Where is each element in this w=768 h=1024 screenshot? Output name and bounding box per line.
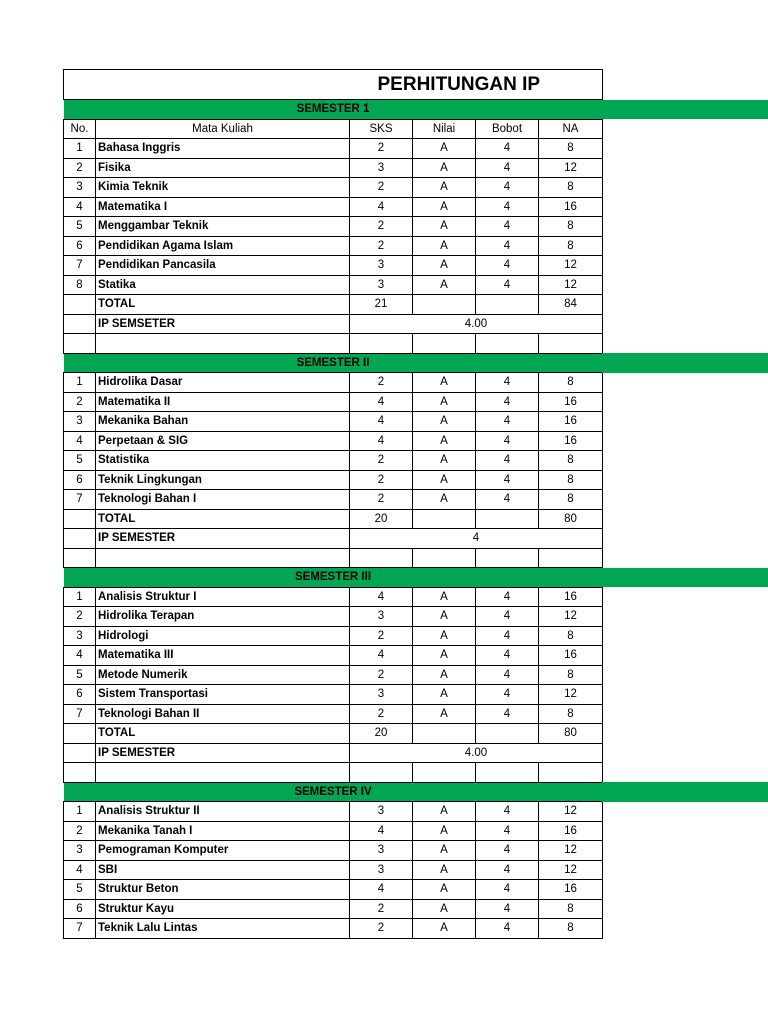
total-sks[interactable]: 20 [350,509,413,529]
course-name[interactable]: Pemograman Komputer [96,841,350,861]
course-row [64,646,603,666]
course-na[interactable]: 8 [539,899,603,919]
course-grade[interactable]: A [413,236,476,256]
course-sks[interactable]: 3 [350,607,413,627]
ip-calculation-table [63,69,603,939]
course-sks[interactable]: 4 [350,431,413,451]
course-grade[interactable]: A [413,899,476,919]
course-na[interactable]: 8 [539,217,603,237]
course-sks[interactable]: 4 [350,197,413,217]
course-row [64,256,603,276]
course-sks[interactable]: 2 [350,626,413,646]
total-empty-cell[interactable] [64,295,96,315]
course-sks[interactable]: 2 [350,899,413,919]
course-name[interactable]: SBI [96,860,350,880]
course-name[interactable]: Pendidikan Pancasila [96,256,350,276]
course-name[interactable]: Teknologi Bahan I [96,490,350,510]
course-sks[interactable]: 2 [350,704,413,724]
course-na[interactable]: 8 [539,704,603,724]
course-na[interactable]: 8 [539,139,603,159]
course-na[interactable]: 8 [539,665,603,685]
course-name[interactable]: Teknologi Bahan II [96,704,350,724]
course-sks[interactable]: 4 [350,412,413,432]
course-row [64,899,603,919]
course-grade[interactable]: A [413,275,476,295]
course-grade[interactable]: A [413,256,476,276]
blank-row [64,763,603,783]
course-weight[interactable]: 4 [476,841,539,861]
course-row [64,821,603,841]
semester-bar-extension [602,100,768,120]
course-grade[interactable]: A [413,373,476,393]
blank-cell[interactable] [350,334,413,354]
blank-cell[interactable] [539,548,603,568]
total-label[interactable]: TOTAL [96,724,350,744]
course-sks[interactable]: 4 [350,646,413,666]
course-grade[interactable]: A [413,841,476,861]
course-name[interactable]: Hidrolika Dasar [96,373,350,393]
course-row [64,217,603,237]
total-empty-cell[interactable] [64,509,96,529]
course-sks[interactable]: 2 [350,217,413,237]
course-row [64,919,603,939]
total-empty-cell[interactable] [413,295,476,315]
course-sks[interactable]: 3 [350,158,413,178]
total-empty-cell[interactable] [413,724,476,744]
course-no[interactable]: 3 [64,626,96,646]
total-row [64,509,603,529]
course-name[interactable]: Analisis Struktur I [96,587,350,607]
semester-header-row [64,100,603,120]
ip-row [64,743,603,763]
course-weight[interactable]: 4 [476,197,539,217]
course-weight[interactable]: 4 [476,392,539,412]
total-label[interactable]: TOTAL [96,295,350,315]
course-no[interactable]: 5 [64,451,96,471]
course-name[interactable]: Mekanika Tanah I [96,821,350,841]
blank-cell[interactable] [96,763,350,783]
course-no[interactable]: 3 [64,841,96,861]
course-name[interactable]: Statistika [96,451,350,471]
course-sks[interactable]: 2 [350,236,413,256]
course-grade[interactable]: A [413,139,476,159]
blank-cell[interactable] [539,763,603,783]
course-weight[interactable]: 4 [476,451,539,471]
course-grade[interactable]: A [413,451,476,471]
course-weight[interactable]: 4 [476,256,539,276]
course-row [64,704,603,724]
course-no[interactable]: 6 [64,236,96,256]
semester-title[interactable]: SEMESTER IV [64,782,603,802]
course-weight[interactable]: 4 [476,860,539,880]
total-label[interactable]: TOTAL [96,509,350,529]
course-row [64,412,603,432]
course-no[interactable]: 8 [64,275,96,295]
course-name[interactable]: Mekanika Bahan [96,412,350,432]
blank-cell[interactable] [539,334,603,354]
course-no[interactable]: 5 [64,217,96,237]
course-weight[interactable]: 4 [476,587,539,607]
course-na[interactable]: 16 [539,431,603,451]
course-sks[interactable]: 3 [350,802,413,822]
course-row [64,158,603,178]
course-na[interactable]: 8 [539,178,603,198]
course-name[interactable]: Sistem Transportasi [96,685,350,705]
course-na[interactable]: 12 [539,607,603,627]
ip-label[interactable]: IP SEMESTER [96,529,350,549]
course-sks[interactable]: 2 [350,451,413,471]
course-sks[interactable]: 3 [350,256,413,276]
semester-title[interactable]: SEMESTER III [64,568,603,588]
course-sks[interactable]: 2 [350,919,413,939]
course-row [64,860,603,880]
ip-empty-cell[interactable] [64,529,96,549]
course-no[interactable]: 2 [64,392,96,412]
blank-cell[interactable] [64,334,96,354]
course-no[interactable]: 7 [64,704,96,724]
course-na[interactable]: 12 [539,158,603,178]
course-no[interactable]: 1 [64,373,96,393]
course-sks[interactable]: 3 [350,860,413,880]
course-row [64,626,603,646]
course-na[interactable]: 12 [539,275,603,295]
total-empty-cell[interactable] [476,509,539,529]
course-grade[interactable]: A [413,665,476,685]
blank-cell[interactable] [64,548,96,568]
total-empty-cell[interactable] [413,509,476,529]
header-na[interactable]: NA [539,119,603,139]
blank-cell[interactable] [350,763,413,783]
course-na[interactable]: 8 [539,236,603,256]
blank-cell[interactable] [413,763,476,783]
course-na[interactable]: 8 [539,451,603,471]
course-weight[interactable]: 4 [476,275,539,295]
header-bobot[interactable]: Bobot [476,119,539,139]
course-weight[interactable]: 4 [476,899,539,919]
course-row [64,587,603,607]
page-title[interactable]: PERHITUNGAN IP [350,70,603,100]
course-grade[interactable]: A [413,412,476,432]
ip-value[interactable]: 4.00 [350,314,603,334]
course-grade[interactable]: A [413,685,476,705]
course-na[interactable]: 8 [539,919,603,939]
header-sks[interactable]: SKS [350,119,413,139]
blank-cell[interactable] [64,763,96,783]
total-empty-cell[interactable] [64,724,96,744]
course-row [64,451,603,471]
course-grade[interactable]: A [413,880,476,900]
course-no[interactable]: 4 [64,197,96,217]
total-na[interactable]: 80 [539,724,603,744]
course-name[interactable]: Matematika II [96,392,350,412]
course-sks[interactable]: 2 [350,470,413,490]
course-no[interactable]: 6 [64,470,96,490]
course-weight[interactable]: 4 [476,158,539,178]
course-grade[interactable]: A [413,607,476,627]
course-sks[interactable]: 4 [350,880,413,900]
course-row [64,431,603,451]
blank-cell[interactable] [413,548,476,568]
semester-bar-extension [602,353,768,373]
semester-header-row [64,782,603,802]
course-na[interactable]: 16 [539,392,603,412]
course-weight[interactable]: 4 [476,217,539,237]
course-no[interactable]: 4 [64,860,96,880]
course-sks[interactable]: 3 [350,685,413,705]
course-row [64,470,603,490]
blank-row [64,334,603,354]
total-empty-cell[interactable] [476,724,539,744]
ip-row [64,529,603,549]
course-na[interactable]: 12 [539,841,603,861]
course-weight[interactable]: 4 [476,178,539,198]
course-grade[interactable]: A [413,178,476,198]
course-grade[interactable]: A [413,821,476,841]
total-sks[interactable]: 20 [350,724,413,744]
blank-cell[interactable] [413,334,476,354]
ip-value[interactable]: 4 [350,529,603,549]
course-row [64,392,603,412]
course-name[interactable]: Perpetaan & SIG [96,431,350,451]
course-no[interactable]: 5 [64,880,96,900]
course-na[interactable]: 16 [539,880,603,900]
course-name[interactable]: Statika [96,275,350,295]
course-row [64,880,603,900]
course-grade[interactable]: A [413,392,476,412]
semester-title[interactable]: SEMESTER 1 [64,100,603,120]
blank-cell[interactable] [476,334,539,354]
ip-row [64,314,603,334]
ip-empty-cell[interactable] [64,314,96,334]
course-no[interactable]: 1 [64,587,96,607]
course-weight[interactable]: 4 [476,373,539,393]
course-no[interactable]: 6 [64,685,96,705]
course-weight[interactable]: 4 [476,626,539,646]
course-no[interactable]: 6 [64,899,96,919]
course-weight[interactable]: 4 [476,821,539,841]
course-row [64,802,603,822]
semester-header-row [64,568,603,588]
course-grade[interactable]: A [413,587,476,607]
total-sks[interactable]: 21 [350,295,413,315]
blank-cell[interactable] [476,548,539,568]
semester-bar-extension [602,782,768,802]
blank-cell[interactable] [96,334,350,354]
course-weight[interactable]: 4 [476,412,539,432]
course-sks[interactable]: 2 [350,373,413,393]
course-name[interactable]: Struktur Beton [96,880,350,900]
course-no[interactable]: 7 [64,919,96,939]
course-grade[interactable]: A [413,860,476,880]
total-na[interactable]: 80 [539,509,603,529]
title-row [64,70,603,100]
course-weight[interactable]: 4 [476,646,539,666]
course-na[interactable]: 8 [539,626,603,646]
course-grade[interactable]: A [413,158,476,178]
course-na[interactable]: 12 [539,802,603,822]
course-weight[interactable]: 4 [476,704,539,724]
course-weight[interactable]: 4 [476,802,539,822]
ip-empty-cell[interactable] [64,743,96,763]
course-no[interactable]: 2 [64,607,96,627]
blank-row [64,548,603,568]
course-weight[interactable]: 4 [476,919,539,939]
title-spacer-cell[interactable] [64,70,350,100]
course-no[interactable]: 2 [64,158,96,178]
course-sks[interactable]: 2 [350,490,413,510]
course-row [64,139,603,159]
course-grade[interactable]: A [413,646,476,666]
course-name[interactable]: Teknik Lalu Lintas [96,919,350,939]
course-name[interactable]: Hidrologi [96,626,350,646]
course-na[interactable]: 12 [539,685,603,705]
course-weight[interactable]: 4 [476,236,539,256]
course-sks[interactable]: 3 [350,841,413,861]
course-no[interactable]: 2 [64,821,96,841]
course-sks[interactable]: 2 [350,178,413,198]
course-na[interactable]: 16 [539,412,603,432]
header-no[interactable]: No. [64,119,96,139]
course-row [64,197,603,217]
course-weight[interactable]: 4 [476,490,539,510]
course-grade[interactable]: A [413,197,476,217]
course-weight[interactable]: 4 [476,685,539,705]
course-weight[interactable]: 4 [476,665,539,685]
course-name[interactable]: Struktur Kayu [96,899,350,919]
course-na[interactable]: 16 [539,646,603,666]
course-grade[interactable]: A [413,470,476,490]
course-grade[interactable]: A [413,490,476,510]
course-grade[interactable]: A [413,431,476,451]
course-row [64,275,603,295]
blank-cell[interactable] [350,548,413,568]
course-na[interactable]: 16 [539,587,603,607]
course-weight[interactable]: 4 [476,607,539,627]
course-name[interactable]: Teknik Lingkungan [96,470,350,490]
course-sks[interactable]: 4 [350,392,413,412]
course-na[interactable]: 8 [539,373,603,393]
course-no[interactable]: 3 [64,178,96,198]
course-row [64,665,603,685]
course-no[interactable]: 4 [64,646,96,666]
course-sks[interactable]: 4 [350,821,413,841]
total-empty-cell[interactable] [476,295,539,315]
semester-header-row [64,353,603,373]
course-no[interactable]: 1 [64,139,96,159]
course-na[interactable]: 8 [539,490,603,510]
total-na[interactable]: 84 [539,295,603,315]
course-sks[interactable]: 2 [350,665,413,685]
course-no[interactable]: 5 [64,665,96,685]
course-na[interactable]: 16 [539,197,603,217]
total-row [64,724,603,744]
course-weight[interactable]: 4 [476,470,539,490]
course-sks[interactable]: 3 [350,275,413,295]
course-weight[interactable]: 4 [476,431,539,451]
ip-label[interactable]: IP SEMESTER [96,743,350,763]
course-name[interactable]: Matematika III [96,646,350,666]
course-row [64,373,603,393]
course-name[interactable]: Matematika I [96,197,350,217]
ip-label[interactable]: IP SEMSETER [96,314,350,334]
course-weight[interactable]: 4 [476,139,539,159]
column-header-row [64,119,603,139]
course-grade[interactable]: A [413,704,476,724]
course-grade[interactable]: A [413,919,476,939]
course-name[interactable]: Pendidikan Agama Islam [96,236,350,256]
course-name[interactable]: Hidrolika Terapan [96,607,350,627]
header-nilai[interactable]: Nilai [413,119,476,139]
total-row [64,295,603,315]
course-grade[interactable]: A [413,626,476,646]
course-no[interactable]: 1 [64,802,96,822]
header-course[interactable]: Mata Kuliah [96,119,350,139]
semester-bar-extension [602,568,768,588]
course-no[interactable]: 3 [64,412,96,432]
ip-value[interactable]: 4.00 [350,743,603,763]
blank-cell[interactable] [476,763,539,783]
course-na[interactable]: 16 [539,821,603,841]
semester-title[interactable]: SEMESTER II [64,353,603,373]
course-name[interactable]: Kimia Teknik [96,178,350,198]
course-no[interactable]: 4 [64,431,96,451]
course-no[interactable]: 7 [64,490,96,510]
course-row [64,236,603,256]
course-row [64,607,603,627]
course-row [64,685,603,705]
course-no[interactable]: 7 [64,256,96,276]
course-name[interactable]: Fisika [96,158,350,178]
course-na[interactable]: 8 [539,470,603,490]
course-na[interactable]: 12 [539,860,603,880]
course-row [64,841,603,861]
course-grade[interactable]: A [413,217,476,237]
course-name[interactable]: Menggambar Teknik [96,217,350,237]
course-sks[interactable]: 2 [350,139,413,159]
course-grade[interactable]: A [413,802,476,822]
course-sks[interactable]: 4 [350,587,413,607]
course-name[interactable]: Metode Numerik [96,665,350,685]
course-row [64,490,603,510]
course-na[interactable]: 12 [539,256,603,276]
course-name[interactable]: Analisis Struktur II [96,802,350,822]
course-name[interactable]: Bahasa Inggris [96,139,350,159]
blank-cell[interactable] [96,548,350,568]
course-row [64,178,603,198]
course-weight[interactable]: 4 [476,880,539,900]
